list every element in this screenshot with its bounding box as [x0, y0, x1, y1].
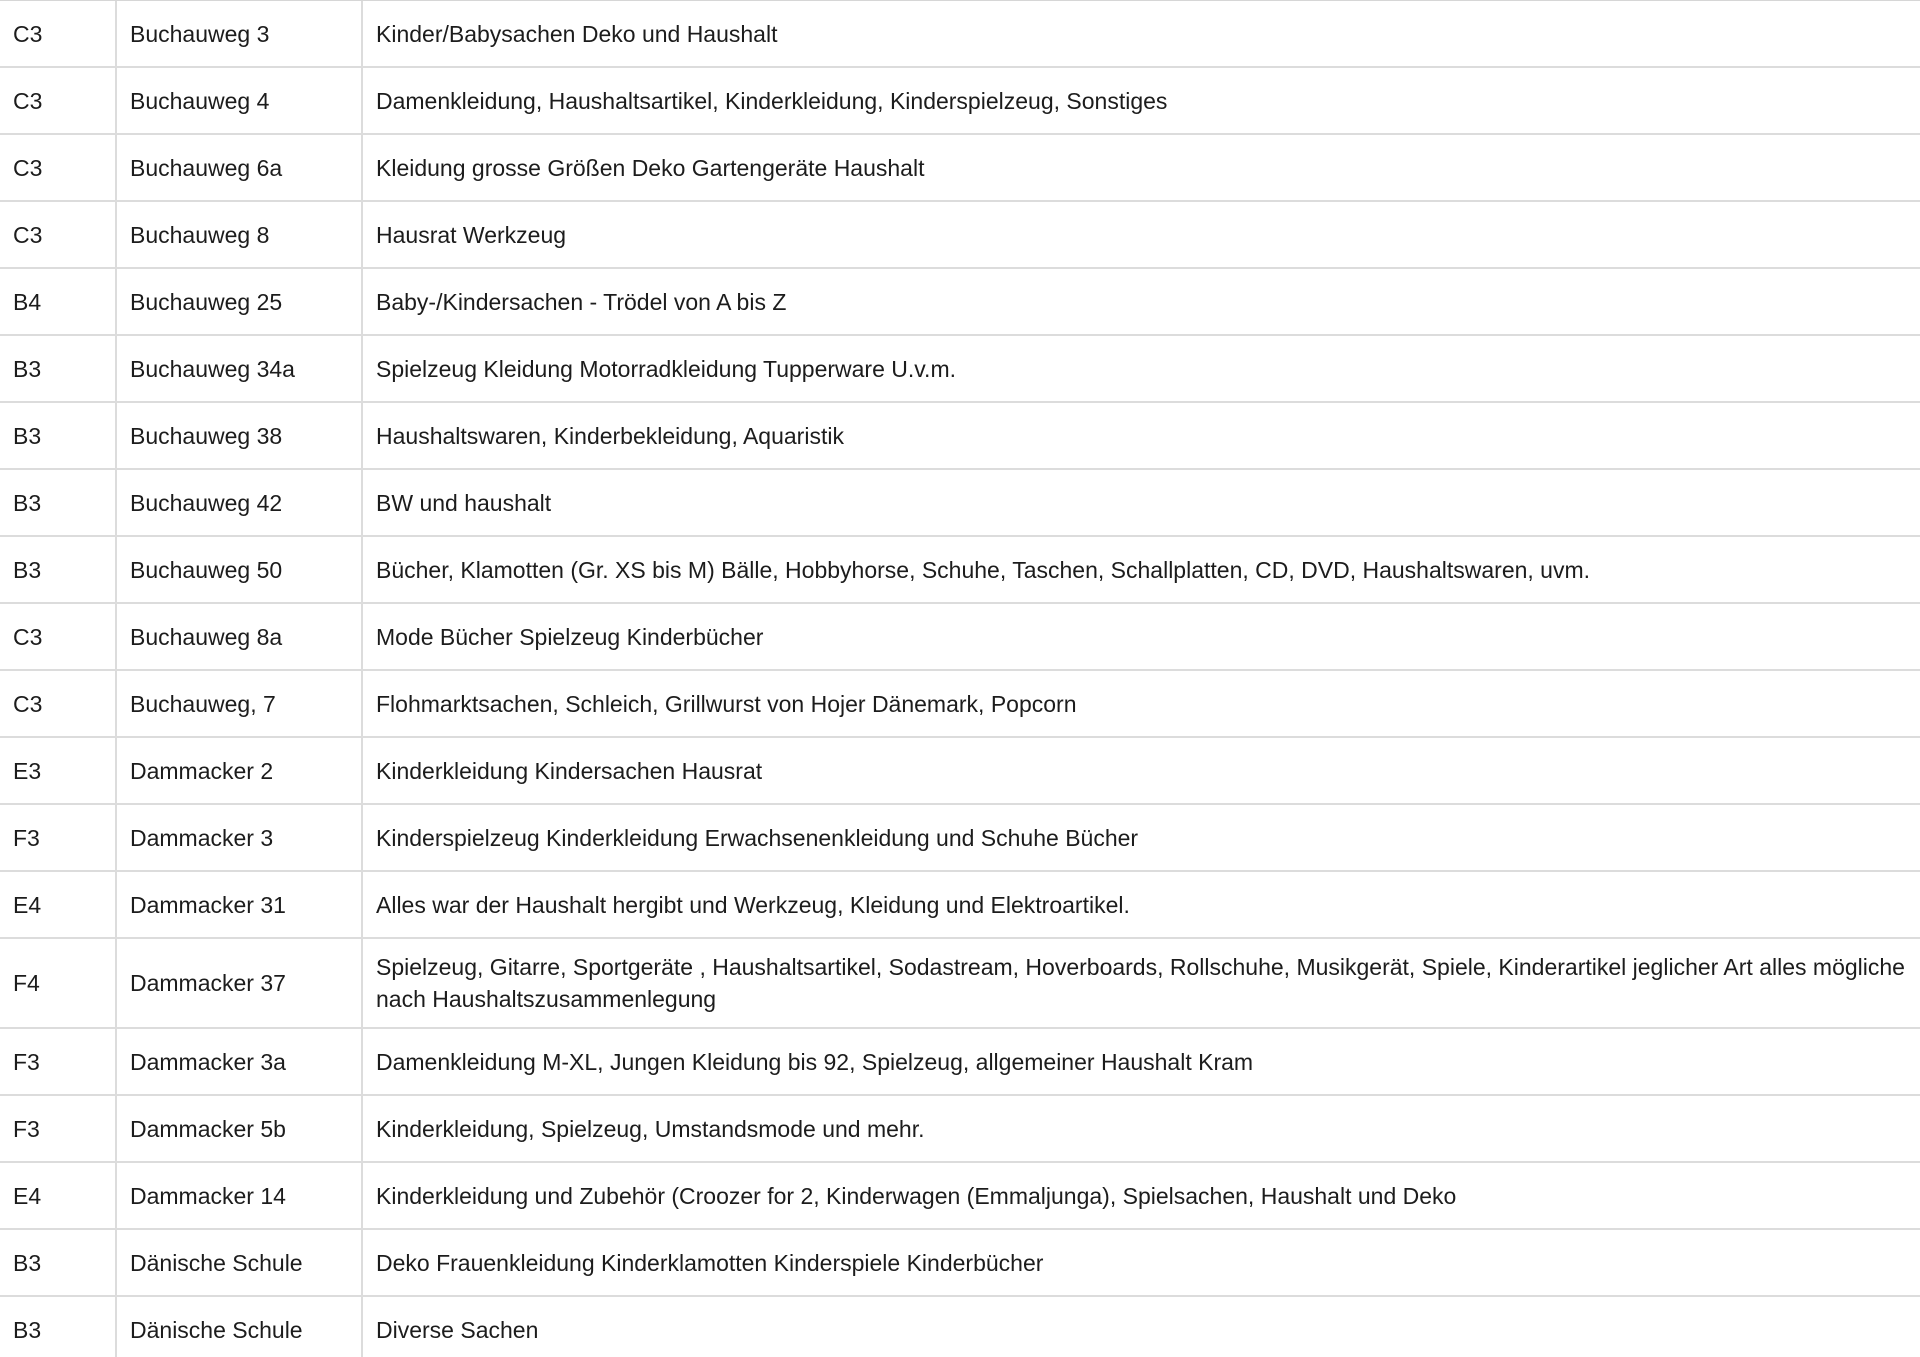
grid-cell: B3	[0, 403, 117, 468]
items-cell	[363, 671, 1920, 736]
address-cell: Buchauweg 4	[117, 68, 363, 133]
address-cell: Buchauweg 8	[117, 202, 363, 267]
address-cell: Buchauweg, 7	[117, 671, 363, 736]
table-row	[0, 939, 1920, 1029]
items-text: Spielzeug Kleidung Motorradkleidung Tupperware U.v.m.	[376, 355, 956, 382]
table-row	[0, 269, 1920, 336]
table-row	[0, 604, 1920, 671]
grid-cell: F3	[0, 805, 117, 870]
items-cell	[363, 604, 1920, 669]
items-text: Alles war der Haushalt hergibt und Werkzeug, Kleidung und Elektroartikel.	[376, 891, 1130, 918]
table-row	[0, 1, 1920, 68]
items-cell	[363, 738, 1920, 803]
items-text: Kinderkleidung und Zubehör (Croozer for 2, Kinderwagen (Emmaljunga), Spielsachen, Haushalt und Deko	[376, 1182, 1457, 1209]
address-cell: Dänische Schule	[117, 1230, 363, 1295]
items-text: Kinderspielzeug Kinderkleidung Erwachsenenkleidung und Schuhe Bücher	[376, 824, 1139, 851]
grid-cell: C3	[0, 135, 117, 200]
grid-cell: E3	[0, 738, 117, 803]
address-cell: Buchauweg 34a	[117, 336, 363, 401]
grid-cell: C3	[0, 202, 117, 267]
items-cell	[363, 202, 1920, 267]
address-cell: Buchauweg 42	[117, 470, 363, 535]
grid-cell: E4	[0, 872, 117, 937]
grid-cell: B3	[0, 470, 117, 535]
items-text: Baby-/Kindersachen - Trödel von A bis Z	[376, 288, 787, 315]
table-row	[0, 68, 1920, 135]
address-cell: Dammacker 14	[117, 1163, 363, 1228]
items-text: Deko Frauenkleidung Kinderklamotten Kinderspiele Kinderbücher	[376, 1249, 1044, 1276]
items-cell	[363, 872, 1920, 937]
items-text: Kinder/Babysachen Deko und Haushalt	[376, 20, 778, 47]
grid-cell: B3	[0, 1230, 117, 1295]
address-cell: Dammacker 5b	[117, 1096, 363, 1161]
table-row	[0, 202, 1920, 269]
table-row	[0, 1096, 1920, 1163]
items-text: Damenkleidung M-XL, Jungen Kleidung bis 92, Spielzeug, allgemeiner Haushalt Kram	[376, 1048, 1254, 1075]
table-row	[0, 872, 1920, 939]
grid-cell: C3	[0, 604, 117, 669]
items-cell	[363, 135, 1920, 200]
items-text: Hausrat Werkzeug	[376, 221, 567, 248]
grid-cell: F3	[0, 1096, 117, 1161]
items-cell	[363, 1230, 1920, 1295]
address-cell: Dammacker 3	[117, 805, 363, 870]
grid-cell: B4	[0, 269, 117, 334]
items-text: Kinderkleidung Kindersachen Hausrat	[376, 757, 763, 784]
items-text: Kleidung grosse Größen Deko Gartengeräte Haushalt	[376, 154, 925, 181]
table-row	[0, 336, 1920, 403]
grid-cell: C3	[0, 1, 117, 66]
table-row	[0, 805, 1920, 872]
address-cell: Dammacker 2	[117, 738, 363, 803]
items-cell	[363, 1096, 1920, 1161]
grid-cell: C3	[0, 68, 117, 133]
items-text: Kinderkleidung, Spielzeug, Umstandsmode und mehr.	[376, 1115, 925, 1142]
grid-cell: B3	[0, 336, 117, 401]
table-row	[0, 1297, 1920, 1357]
items-cell	[363, 939, 1920, 1027]
table-row	[0, 738, 1920, 805]
address-cell: Buchauweg 50	[117, 537, 363, 602]
address-cell: Dammacker 37	[117, 939, 363, 1027]
table-row	[0, 470, 1920, 537]
items-cell	[363, 1029, 1920, 1094]
items-text: Damenkleidung, Haushaltsartikel, Kinderkleidung, Kinderspielzeug, Sonstiges	[376, 87, 1168, 114]
items-cell	[363, 470, 1920, 535]
items-cell	[363, 269, 1920, 334]
items-cell	[363, 336, 1920, 401]
table-row	[0, 1163, 1920, 1230]
grid-cell: C3	[0, 671, 117, 736]
table-row	[0, 1230, 1920, 1297]
items-text: Bücher, Klamotten (Gr. XS bis M) Bälle, Hobbyhorse, Schuhe, Taschen, Schallplatten, CD, DVD, Haushaltswaren, uvm.	[376, 556, 1591, 583]
items-cell	[363, 68, 1920, 133]
address-cell: Buchauweg 3	[117, 1, 363, 66]
table-row	[0, 1029, 1920, 1096]
items-text: BW und haushalt	[376, 489, 552, 516]
items-cell	[363, 1297, 1920, 1357]
address-cell: Buchauweg 6a	[117, 135, 363, 200]
address-cell: Buchauweg 8a	[117, 604, 363, 669]
grid-cell: B3	[0, 1297, 117, 1357]
items-text: Diverse Sachen	[376, 1316, 539, 1343]
address-cell: Dänische Schule	[117, 1297, 363, 1357]
items-cell	[363, 1, 1920, 66]
grid-cell: E4	[0, 1163, 117, 1228]
items-text: Flohmarktsachen, Schleich, Grillwurst von Hojer Dänemark, Popcorn	[376, 690, 1077, 717]
address-cell: Dammacker 31	[117, 872, 363, 937]
address-cell: Dammacker 3a	[117, 1029, 363, 1094]
table-row	[0, 671, 1920, 738]
table-row	[0, 135, 1920, 202]
items-text: Spielzeug, Gitarre, Sportgeräte , Haushaltsartikel, Sodastream, Hoverboards, Rollschuhe, Musikgerät, Spiele, Kinderartikel jeglicher Art alles mögliche nach Haushaltszusammenlegung	[376, 954, 1905, 1012]
items-cell	[363, 805, 1920, 870]
address-cell: Buchauweg 38	[117, 403, 363, 468]
table-row	[0, 403, 1920, 470]
items-cell	[363, 537, 1920, 602]
grid-cell: F4	[0, 939, 117, 1027]
items-cell	[363, 403, 1920, 468]
items-text: Mode Bücher Spielzeug Kinderbücher	[376, 623, 764, 650]
grid-cell: B3	[0, 537, 117, 602]
address-cell: Buchauweg 25	[117, 269, 363, 334]
items-text: Haushaltswaren, Kinderbekleidung, Aquaristik	[376, 422, 844, 449]
table-row	[0, 537, 1920, 604]
items-cell	[363, 1163, 1920, 1228]
grid-cell: F3	[0, 1029, 117, 1094]
